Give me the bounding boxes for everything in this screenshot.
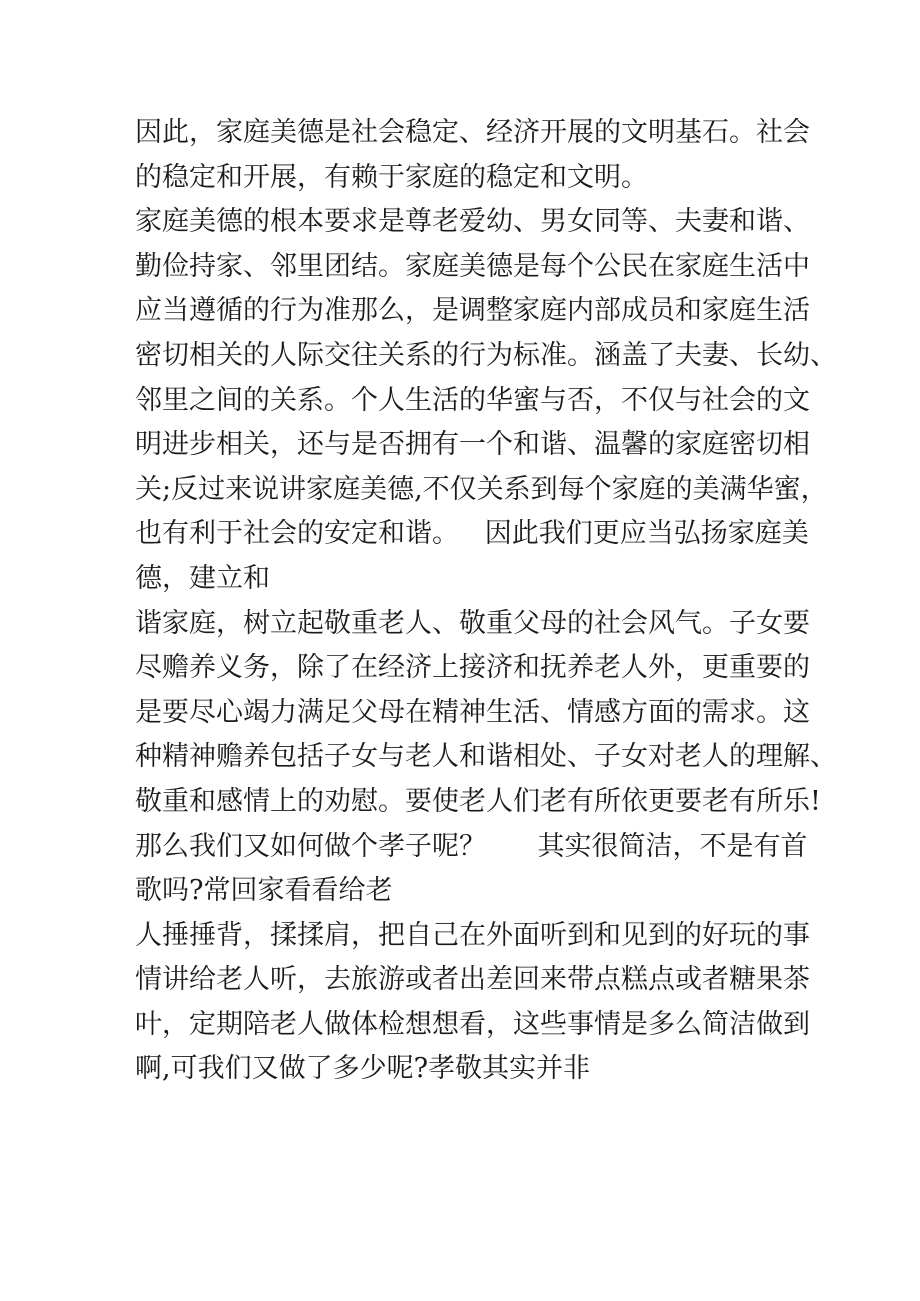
text-line: 敬重和感情上的劝慰。要使老人们老有所依更要老有所乐! bbox=[135, 785, 821, 817]
text-line: 种精神赡养包括子女与老人和谐相处、子女对老人的理解、 bbox=[135, 741, 837, 773]
text-line: 勤俭持家、邻里团结。家庭美德是每个公民在家庭生活中 bbox=[135, 250, 810, 282]
text-line: 谐家庭，树立起敬重老人、敬重父母的社会风气。子女要 bbox=[135, 607, 810, 639]
text-line: 尽赡养义务，除了在经济上接济和抚养老人外，更重要的 bbox=[135, 652, 810, 684]
text-line: 邻里之间的关系。个人生活的华蜜与否，不仅与社会的文 bbox=[135, 384, 810, 416]
text-body bbox=[135, 111, 837, 1092]
text-line: 人捶捶背，揉揉肩，把自己在外面听到和见到的好玩的事 bbox=[135, 919, 810, 951]
text-line: 情讲给老人听，去旅游或者出差回来带点糕点或者糖果茶 bbox=[135, 964, 810, 996]
text-line: 德，建立和 bbox=[135, 562, 270, 594]
text-line: 明进步相关，还与是否拥有一个和谐、温馨的家庭密切相 bbox=[135, 429, 810, 461]
text-line: 那么我们又如何做个孝子呢？ 其实很简洁，不是有首 bbox=[135, 830, 808, 862]
text-line: 关;反过来说讲家庭美德,不仅关系到每个家庭的美满华蜜， bbox=[135, 473, 828, 505]
text-line: 密切相关的人际交往关系的行为标准。涵盖了夫妻、长幼、 bbox=[135, 339, 837, 371]
text-line: 也有利于社会的安定和谐。 因此我们更应当弘扬家庭美 bbox=[135, 518, 809, 550]
text-line: 应当遵循的行为准那么，是调整家庭内部成员和家庭生活 bbox=[135, 295, 810, 327]
text-line: 家庭美德的根本要求是尊老爱幼、男女同等、夫妻和谐、 bbox=[135, 206, 810, 238]
text-line: 因此，家庭美德是社会稳定、经济开展的文明基石。社会 bbox=[135, 117, 810, 148]
text-line: 是要尽心竭力满足父母在精神生活、情感方面的需求。这 bbox=[135, 696, 810, 728]
text-line: 的稳定和开展，有赖于家庭的稳定和文明。 bbox=[135, 161, 648, 193]
text-line: 啊,可我们又做了多少呢?孝敬其实并非 bbox=[135, 1053, 591, 1085]
text-line: 叶，定期陪老人做体检想想看，这些事情是多么简洁做到 bbox=[135, 1008, 810, 1040]
text-line: 歌吗?常回家看看给老 bbox=[135, 875, 393, 907]
